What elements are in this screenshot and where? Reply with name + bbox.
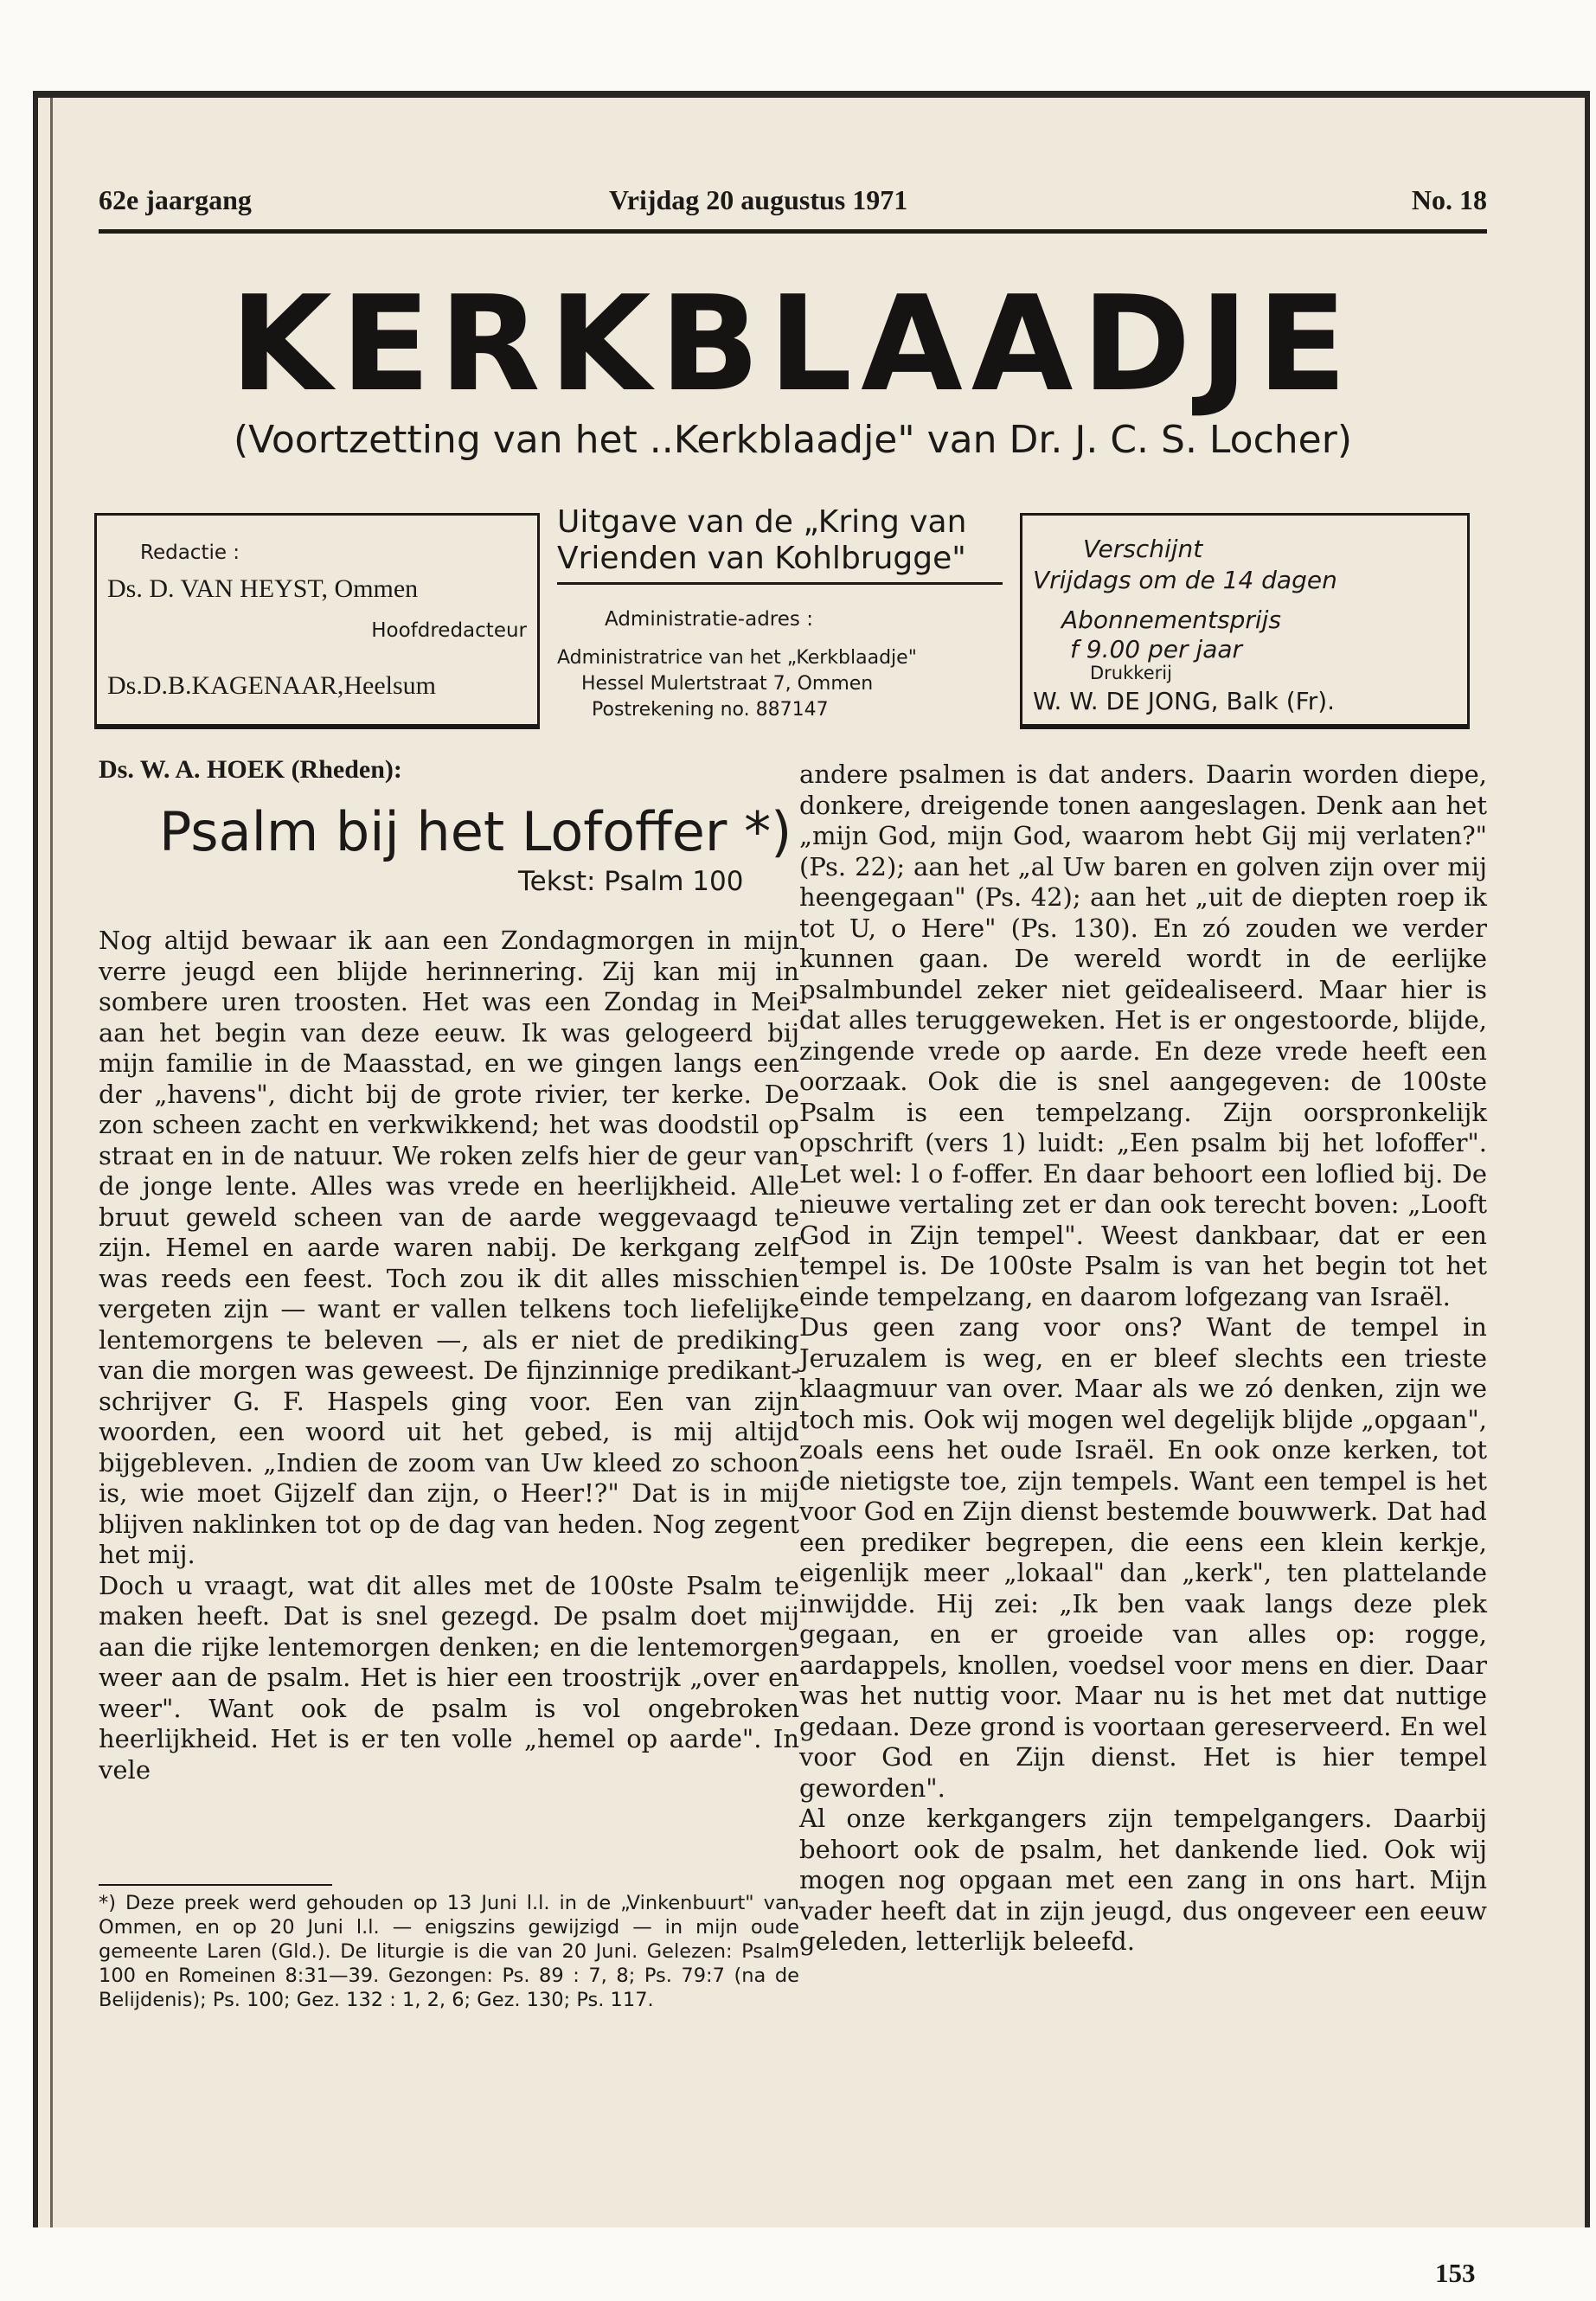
printer-name: W. W. DE JONG, Balk (Fr). bbox=[1033, 687, 1336, 715]
editor-name: Ds. D. VAN HEYST, Ommen bbox=[107, 574, 419, 603]
frequency: Vrijdags om de 14 dagen bbox=[1033, 566, 1337, 594]
appears-label: Verschijnt bbox=[1083, 535, 1203, 563]
printer-label: Drukkerij bbox=[1090, 663, 1172, 683]
right-paragraph-3: Al onze kerkgangers zijn tempelgangers. Daarbij behoort ook de psalm, het dankende lied. Ook wij mogen nog opgaan met een zang in ons hart. Mijn vader heeft dat in zijn jeugd, dus ongeveer een eeuw geleden, letterlijk beleefd. bbox=[799, 1804, 1487, 1956]
publisher-line-1: Uitgave van de „Kring van bbox=[557, 504, 967, 540]
subscription-price: f 9.00 per jaar bbox=[1070, 635, 1243, 663]
publisher-rule bbox=[557, 582, 1003, 585]
masthead-rule bbox=[99, 229, 1487, 234]
publisher-line-2: Vrienden van Kohlbrugge" bbox=[557, 541, 966, 576]
article-author: Ds. W. A. HOEK (Rheden): bbox=[99, 755, 402, 784]
footnote: *) Deze preek werd gehouden op 13 Juni l.l. in de „Vinkenbuurt" van Ommen, en op 20 Juni l.l. — enigszins gewijzigd — in mijn oude gemeente Laren (Gld.). De liturgie is die van 20 Juni. Gelezen: Psalm 100 en Romeinen 8:31—39. Gezongen: Ps. 89 : 7, 8; Ps. 79:7 (na de Belijdenis); Ps. 100; Gez. 132 : 1, 2, 6; Gez. 130; Ps. 117. bbox=[99, 1892, 799, 2011]
right-paragraph-1: andere psalmen is dat anders. Daarin worden diepe, donkere, dreigende tonen aangeslagen. Denk aan het „mijn God, mijn God, waarom hebt Gij mij verlaten?" (Ps. 22); aan het „al Uw baren en golven zijn over mij heengegaan" (Ps. 42); aan het „uit de diepten roep ik tot U, o Here" (Ps. 130). En zó zouden we verder kunnen gaan. De wereld wordt in de eerlijke psalmbundel zeker niet geïdealiseerd. Maar hier is dat alles teruggeweken. Het is er ongestoorde, blijde, zingende vrede op aarde. En deze vrede heeft een oorzaak. Ook die is snel aangegeven: de 100ste Psalm is een tempelzang. Zijn oorspronkelijk opschrift (vers 1) luidt: „Een psalm bij het lofoffer". Let wel: l o f-offer. En daar behoort een loflied bij. De nieuwe vertaling zet er dan ook terecht boven: „Looft God in Zijn tempel". Weest dankbaar, dat er een tempel is. De 100ste Psalm is van het begin tot het einde tempelzang, en daarom lofgezang van Israël. bbox=[799, 760, 1487, 1311]
admin-label: Administratie-adres : bbox=[605, 608, 813, 631]
left-column bbox=[99, 926, 799, 1785]
right-column bbox=[799, 760, 1487, 1958]
editorial-box bbox=[94, 513, 540, 729]
subscription-box bbox=[1020, 513, 1470, 729]
left-paragraph-1: Nog altijd bewaar ik aan een Zondagmorgen in mijn verre jeugd een blijde herinnering. Zij kan mij in sombere uren troosten. Het was een Zondag in Mei aan het begin van deze eeuw. Ik was gelogeerd bij mijn familie in de Maasstad, en we gingen langs een der „havens", dicht bij de grote rivier, ter kerke. De zon scheen zacht en verkwikkend; het was doodstil op straat en in de natuur. We roken zelfs hier de geur van de jonge lente. Alles was vrede en heerlijkheid. Alle bruut geweld scheen van de aarde weggevaagd te zijn. Hemel en aarde waren nabij. De kerkgang zelf was reeds een feest. Toch zou ik dit alles misschien vergeten zijn — want er vallen telkens toch liefelijke lentemorgens te beleven —, als er niet de prediking van die morgen was geweest. De fijnzinnige predikant-schrijver G. F. Haspels ging voor. Een van zijn woorden, een woord uit het gebed, is mij altijd bijgebleven. „Indien de zoom van Uw kleed zo schoon is, wie moet Gijzelf dan zijn, o Heer!?" Dat is in mij blijven naklinken tot op de dag van heden. Nog zegent het mij. bbox=[99, 926, 799, 1569]
editor-role: Hoofdredacteur bbox=[371, 619, 527, 642]
footnote-rule bbox=[99, 1884, 332, 1886]
newspaper-page bbox=[33, 91, 1590, 2288]
subscription-price-label: Abonnementsprijs bbox=[1061, 606, 1282, 634]
right-paragraph-2: Dus geen zang voor ons? Want de tempel in Jeruzalem is weg, en er bleef slechts een trieste klaagmuur van over. Maar als we zó denken, zijn we toch mis. Ook wij mogen wel degelijk blijde „opgaan", zoals eens het oude Israël. En ook onze kerken, tot de nietigste toe, zijn tempels. Want een tempel is het voor God en Zijn dienst bestemde bouwwerk. Dat had een prediker begrepen, die eens een klein kerkje, eigenlijk meer „lokaal" dan „kerk", ten plattelande inwijdde. Hij zei: „Ik ben vaak langs deze plek gegaan, en er groeide van alles op: rogge, aardappels, knollen, voedsel voor mens en dier. Daar was het nuttig voor. Maar nu is het met dat nuttige gedaan. Deze grond is voortaan gereserveerd. En wel voor God en Zijn dienst. Het is hier tempel geworden". bbox=[799, 1312, 1487, 1803]
newspaper-subtitle: (Voortzetting van het ..Kerkblaadje" van Dr. J. C. S. Locher) bbox=[234, 418, 1352, 462]
admin-line-1: Administratrice van het „Kerkblaadje" bbox=[557, 647, 917, 669]
editorial-label: Redactie : bbox=[140, 542, 240, 564]
second-editor: Ds.D.B.KAGENAAR,Heelsum bbox=[107, 671, 436, 700]
issue-number: No. 18 bbox=[1411, 184, 1487, 215]
issue-date: Vrijdag 20 augustus 1971 bbox=[609, 184, 908, 215]
volume-label: 62e jaargang bbox=[99, 184, 252, 215]
article-title: Psalm bij het Lofoffer *) bbox=[159, 800, 792, 863]
admin-line-3: Postrekening no. 887147 bbox=[592, 699, 829, 721]
masthead bbox=[99, 184, 1487, 228]
text-reference: Tekst: Psalm 100 bbox=[518, 866, 744, 897]
newspaper-title: KERKBLAADJE bbox=[230, 267, 1356, 420]
left-paragraph-2: Doch u vraagt, wat dit alles met de 100ste Psalm te maken heeft. Dat is snel gezegd. De psalm doet mij aan die rijke lentemorgen denken; en die lentemorgen weer aan de psalm. Het is hier een troostrijk „over en weer". Want ook de psalm is vol ongebroken heerlijkheid. Het is er ten volle „hemel op aarde". In vele bbox=[99, 1570, 799, 1785]
page-number: 153 bbox=[1435, 2258, 1476, 2288]
admin-line-2: Hessel Mulertstraat 7, Ommen bbox=[581, 673, 874, 695]
page-edge-rule bbox=[50, 98, 53, 2227]
